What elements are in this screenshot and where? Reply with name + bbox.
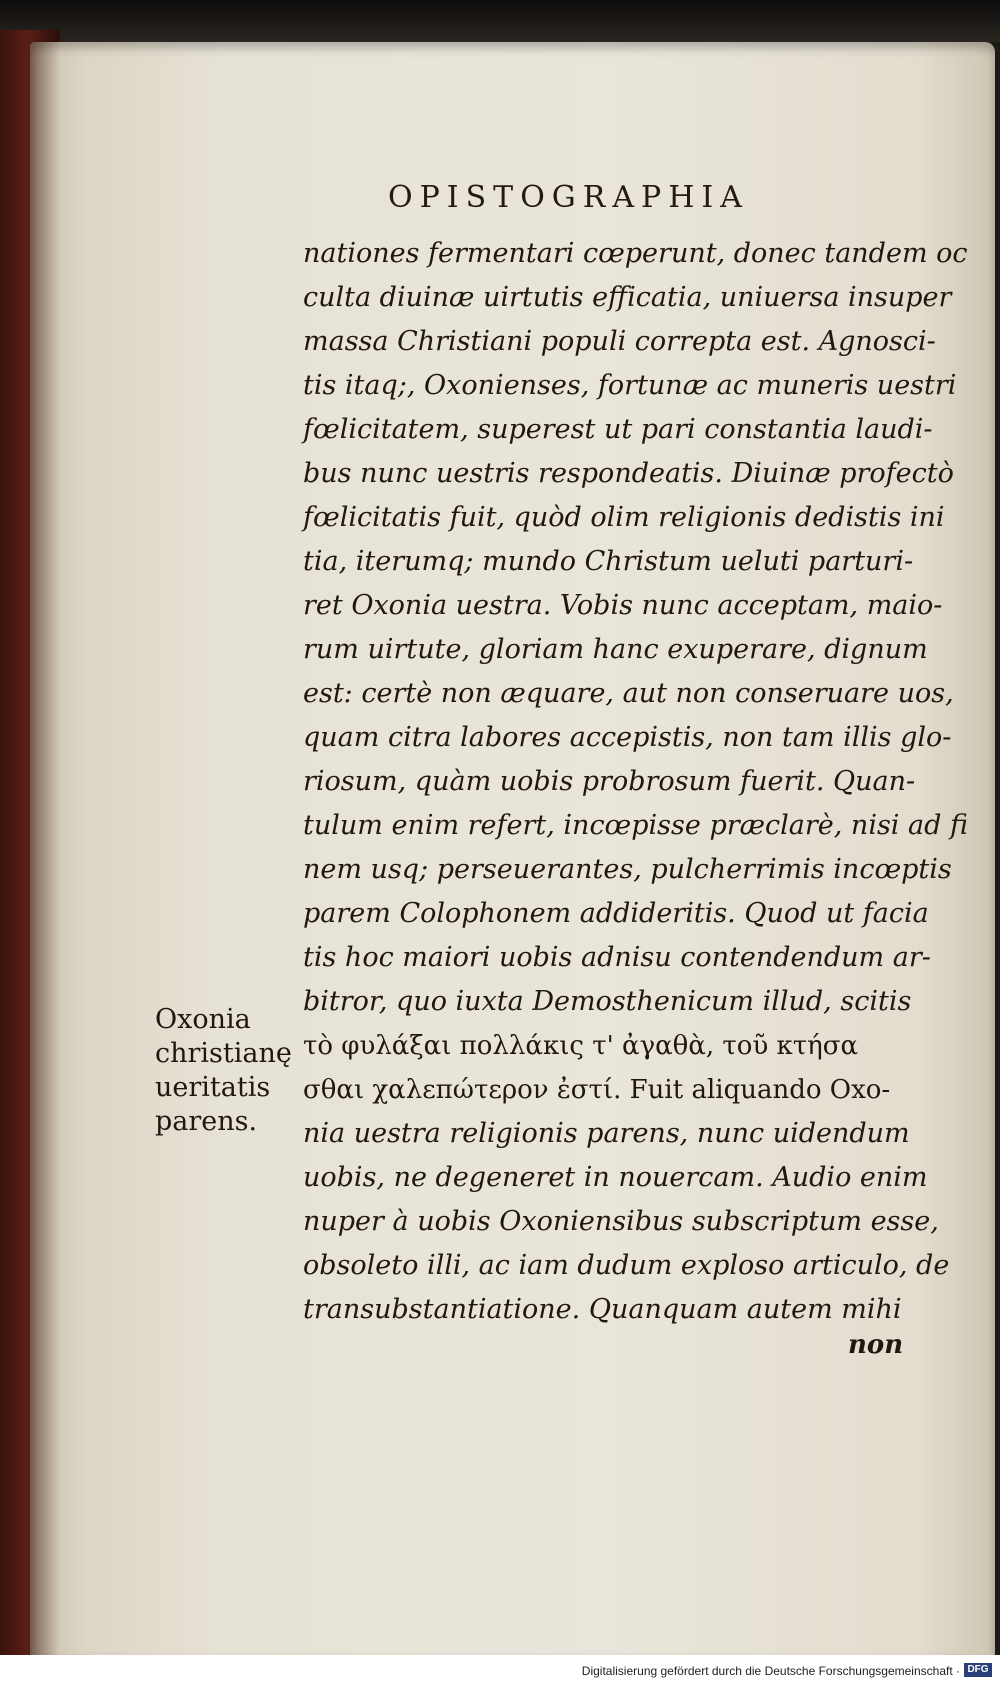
text-line: bus nunc uestris respondeatis. Diuinæ profectò (303, 458, 954, 489)
text-line: nuper à uobis Oxoniensibus subscriptum esse, (303, 1206, 939, 1237)
text-line-greek: τὸ φυλάξαι πολλάκις τ' ἀγαθὰ, τοῦ κτήσα (303, 1031, 859, 1061)
text-line: massa Christiani populi correpta est. Agnosci- (303, 326, 936, 357)
body-text (303, 232, 968, 1332)
marginal-note-line: parens. (155, 1106, 258, 1137)
text-line: culta diuinæ uirtutis efficatia, uniuersa insuper (303, 282, 952, 313)
text-line: obsoleto illi, ac iam dudum exploso articulo, de (303, 1250, 950, 1281)
text-line: est: certè non æquare, aut non conseruare uos, (303, 678, 954, 709)
text-line: nem usq; perseuerantes, pulcherrimis incœptis (303, 854, 952, 885)
text-line: quam citra labores accepistis, non tam illis glo- (303, 722, 952, 753)
marginal-note (155, 1003, 305, 1139)
marginal-note-line: christianę (155, 1038, 292, 1069)
text-line: ret Oxonia uestra. Vobis nunc acceptam, maio- (303, 590, 943, 621)
text-line: tia, iterumq; mundo Christum ueluti parturi- (303, 546, 914, 577)
running-head: OPISTOGRAPHIA (388, 180, 749, 215)
footer-credit: Digitalisierung gefördert durch die Deutsche Forschungsgemeinschaft · (581, 1664, 960, 1678)
text-line: bitror, quo iuxta Demosthenicum illud, scitis (303, 986, 912, 1017)
text-line: fœlicitatis fuit, quòd olim religionis dedistis ini (303, 502, 945, 533)
text-line: fœlicitatem, superest ut pari constantia laudi- (303, 414, 933, 445)
marginal-note-line: ueritatis (155, 1072, 271, 1103)
text-line: tis itaq;, Oxonienses, fortunæ ac muneris uestri (303, 370, 957, 401)
text-line: rum uirtute, gloriam hanc exuperare, dignum (303, 634, 928, 665)
text-line: riosum, quàm uobis probrosum fuerit. Quan- (303, 766, 916, 797)
text-line: uobis, ne degeneret in nouercam. Audio enim (303, 1162, 928, 1193)
text-line: nia uestra religionis parens, nunc uidendum (303, 1118, 910, 1149)
marginal-note-line: Oxonia (155, 1004, 251, 1035)
text-line: nationes fermentari cœperunt, donec tandem oc (303, 238, 968, 269)
book-top-edge (0, 0, 1000, 42)
text-line: tulum enim refert, incœpisse præclarè, nisi ad fi (303, 810, 968, 841)
page-gutter-shadow (30, 42, 60, 1655)
catchword: non (848, 1330, 904, 1360)
text-line: tis hoc maiori uobis adnisu contendendum ar- (303, 942, 931, 973)
text-line-greek: σθαι χαλεπώτερον ἐστί. Fuit aliquando Oxo- (303, 1075, 891, 1105)
text-line: parem Colophonem addideritis. Quod ut facia (303, 898, 929, 929)
text-line: transubstantiatione. Quanquam autem mihi (303, 1294, 902, 1325)
dfg-logo: DFG (964, 1663, 992, 1677)
